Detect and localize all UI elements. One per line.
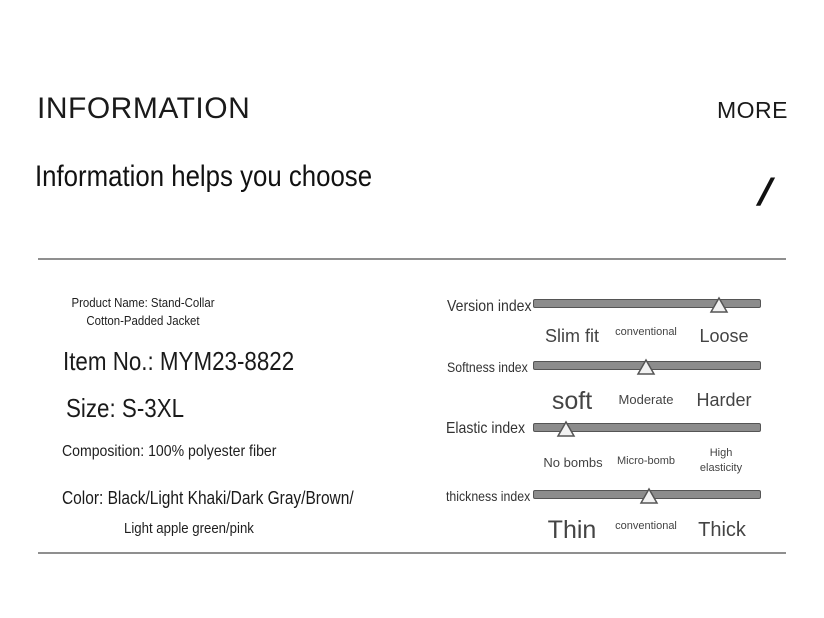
elastic-option-high-elasticity: High elasticity [699,447,743,474]
color-line-2: Light apple green/pink [124,520,254,537]
thickness-option-conventional: conventional [615,520,677,532]
softness-option-moderate: Moderate [618,392,674,407]
size-range: Size: S-3XL [66,393,185,423]
slash-icon: / [756,172,773,214]
product-name [68,294,218,330]
elastic-option-no-bombs: No bombs [543,455,603,470]
color-line-1: Color: Black/Light Khaki/Dark Gray/Brown/ [62,488,354,508]
section-heading: INFORMATION [37,92,251,125]
top-divider [38,258,786,260]
softness-index-label: Softness index [447,359,528,375]
softness-option-harder: Harder [696,390,752,410]
section-subtitle: Information helps you choose [35,160,373,193]
product-name-line1: Product Name: Stand-Collar [71,295,215,310]
softness-option-soft: soft [551,387,593,415]
product-name-line2: Cotton-Padded Jacket [86,313,200,328]
more-link[interactable]: MORE [717,97,788,123]
thickness-index-label: thickness index [446,488,531,504]
thickness-option-thin: Thin [547,516,597,544]
thickness-option-thick: Thick [698,519,746,541]
version-index-label: Version index [447,298,532,315]
elastic-index-label: Elastic index [446,420,526,437]
version-option-loose: Loose [699,326,749,346]
version-option-slim-fit: Slim fit [545,326,599,346]
item-number: Item No.: MYM23-8822 [63,346,295,376]
bottom-divider [38,552,786,554]
elastic-option-micro-bomb: Micro-bomb [616,455,676,467]
composition: Composition: 100% polyester fiber [62,443,277,460]
version-option-conventional: conventional [615,326,677,338]
